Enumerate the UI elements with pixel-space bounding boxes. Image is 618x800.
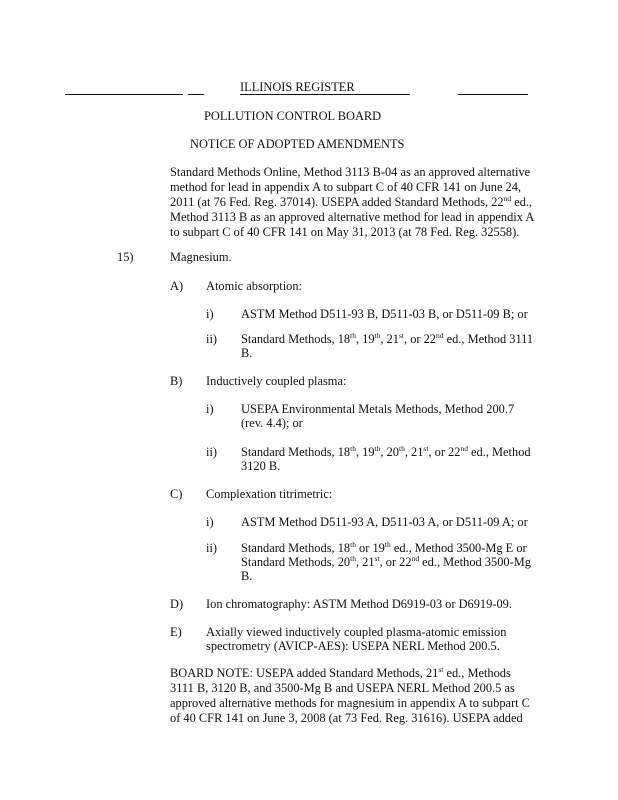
board-note-line-1: BOARD NOTE: USEPA added Standard Methods, 21st ed., Methods [170,665,511,680]
register-title: ILLINOIS REGISTER [240,80,355,94]
b-ii-num: ii) [206,445,218,459]
board-note-line-4: of 40 CFR 141 on June 3, 2008 (at 73 Fed. Reg. 31616). USEPA added [170,711,523,725]
a-i-num: i) [206,307,214,321]
section-e-line-1: Axially viewed inductively coupled plasma-atomic emission [206,625,507,639]
section-a-label: Atomic absorption: [206,279,303,293]
notice-title: NOTICE OF ADOPTED AMENDMENTS [190,137,405,151]
intro-line-5: to subpart C of 40 CFR 141 on May 31, 2013 (at 78 Fed. Reg. 32558). [170,225,520,239]
intro-line-4: Method 3113 B as an approved alternative method for lead in appendix A [170,210,535,224]
section-a-letter: A) [170,279,184,293]
a-ii-line-2: B. [241,346,253,360]
section-b-letter: B) [170,374,183,388]
header-rule-left [65,94,183,95]
b-ii-line-1: Standard Methods, 18th, 19th, 20th, 21st, or 22nd ed., Method [241,444,531,459]
board-note-line-3: approved alternative methods for magnesium in appendix A to subpart C [170,696,530,710]
b-ii-line-2: 3120 B. [241,459,281,473]
section-e-line-2: spectrometry (AVICP-AES): USEPA NERL Method 200.5. [206,639,500,653]
c-ii-line-1: Standard Methods, 18th or 19th ed., Method 3500-Mg E or [241,540,527,555]
item-15-label: Magnesium. [170,250,232,264]
intro-line-3: 2011 (at 76 Fed. Reg. 37014). USEPA added Standard Methods, 22nd ed., [170,194,533,209]
board-name: POLLUTION CONTROL BOARD [204,109,382,123]
c-ii-line-2: Standard Methods, 20th, 21st, or 22nd ed., Method 3500-Mg [241,554,531,569]
c-ii-num: ii) [206,541,218,555]
section-d-letter: D) [170,597,184,611]
section-c-letter: C) [170,487,183,501]
intro-line-1: Standard Methods Online, Method 3113 B-04 as an approved alternative [170,165,531,179]
b-i-line-2: (rev. 4.4); or [241,416,303,430]
intro-line-2: method for lead in appendix A to subpart C of 40 CFR 141 on June 24, [170,180,522,194]
section-d-text: Ion chromatography: ASTM Method D6919-03 or D6919-09. [206,597,512,611]
c-i-num: i) [206,515,214,529]
section-e-letter: E) [170,625,182,639]
board-note-line-2: 3111 B, 3120 B, and 3500-Mg B and USEPA NERL Method 200.5 as [170,681,515,695]
section-c-label: Complexation titrimetric: [206,487,333,501]
header-rule-right [458,94,528,95]
item-15-number: 15) [117,250,134,264]
a-ii-num: ii) [206,332,218,346]
section-b-label: Inductively coupled plasma: [206,374,347,388]
header-rule-left-short [188,94,204,95]
c-i-text: ASTM Method D511-93 A, D511-03 A, or D511-09 A; or [241,515,528,529]
c-ii-line-3: B. [241,569,253,583]
b-i-num: i) [206,402,214,416]
a-ii-line-1: Standard Methods, 18th, 19th, 21st, or 22nd ed., Method 3111 [241,331,534,346]
b-i-line-1: USEPA Environmental Metals Methods, Method 200.7 [241,402,515,416]
a-i-text: ASTM Method D511-93 B, D511-03 B, or D511-09 B; or [241,307,528,321]
